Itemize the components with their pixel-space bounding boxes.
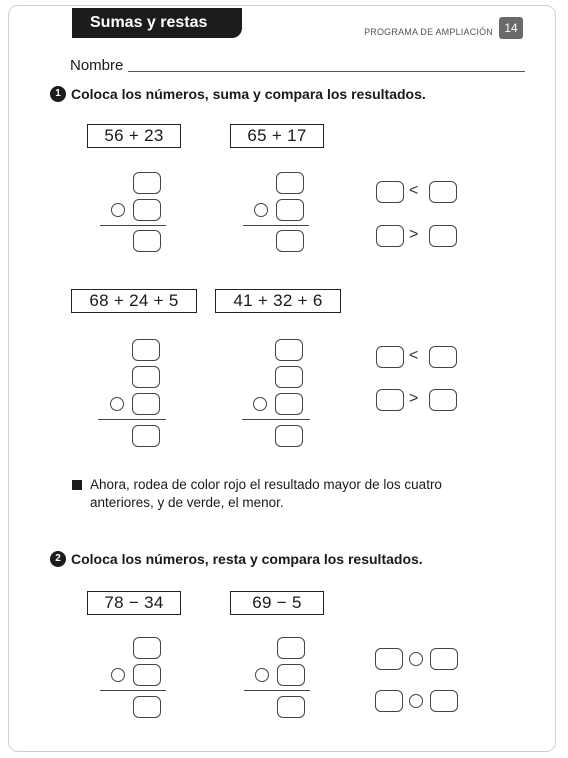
digit-box[interactable] bbox=[133, 172, 161, 194]
digit-box[interactable] bbox=[133, 664, 161, 686]
greater-than-symbol: > bbox=[409, 226, 419, 243]
less-than-symbol: < bbox=[409, 182, 419, 199]
bullet-square-icon bbox=[72, 480, 82, 490]
sign-circle[interactable] bbox=[111, 668, 125, 682]
digit-box[interactable] bbox=[275, 366, 303, 388]
digit-box[interactable] bbox=[275, 339, 303, 361]
digit-box[interactable] bbox=[133, 199, 161, 221]
sum-line bbox=[100, 225, 166, 226]
digit-box[interactable] bbox=[277, 637, 305, 659]
page-number: 14 bbox=[499, 17, 523, 39]
compare-box[interactable] bbox=[429, 225, 457, 247]
result-box[interactable] bbox=[132, 425, 160, 447]
compare-box[interactable] bbox=[376, 389, 404, 411]
sum-line bbox=[243, 225, 309, 226]
result-box[interactable] bbox=[277, 696, 305, 718]
sum-line bbox=[98, 419, 166, 420]
digit-box[interactable] bbox=[132, 393, 160, 415]
exercise-1-instruction: Coloca los números, suma y compara los resultados. bbox=[71, 86, 426, 102]
sign-circle[interactable] bbox=[111, 203, 125, 217]
compare-sign-circle[interactable] bbox=[409, 652, 423, 666]
operation-box: 68 + 24 + 5 bbox=[71, 289, 197, 313]
digit-box[interactable] bbox=[275, 393, 303, 415]
sum-line bbox=[242, 419, 310, 420]
compare-box[interactable] bbox=[429, 346, 457, 368]
compare-box[interactable] bbox=[375, 690, 403, 712]
greater-than-symbol: > bbox=[409, 390, 419, 407]
digit-box[interactable] bbox=[276, 199, 304, 221]
compare-box[interactable] bbox=[429, 389, 457, 411]
operation-box: 78 − 34 bbox=[87, 591, 181, 615]
exercise-2-instruction: Coloca los números, resta y compara los resultados. bbox=[71, 551, 423, 567]
page-title: Sumas y restas bbox=[72, 8, 242, 38]
digit-box[interactable] bbox=[132, 366, 160, 388]
compare-box[interactable] bbox=[430, 648, 458, 670]
operation-box: 56 + 23 bbox=[87, 124, 181, 148]
name-label: Nombre bbox=[70, 57, 124, 74]
operation-box: 41 + 32 + 6 bbox=[215, 289, 341, 313]
operation-box: 65 + 17 bbox=[230, 124, 324, 148]
subtraction-line bbox=[100, 690, 166, 691]
exercise-2-number: 2 bbox=[50, 551, 66, 567]
digit-box[interactable] bbox=[132, 339, 160, 361]
compare-box[interactable] bbox=[376, 225, 404, 247]
compare-box[interactable] bbox=[430, 690, 458, 712]
compare-box[interactable] bbox=[376, 181, 404, 203]
exercise-1-number: 1 bbox=[50, 86, 66, 102]
sign-circle[interactable] bbox=[253, 397, 267, 411]
sign-circle[interactable] bbox=[110, 397, 124, 411]
subtraction-line bbox=[244, 690, 310, 691]
result-box[interactable] bbox=[133, 230, 161, 252]
program-label: PROGRAMA DE AMPLIACIÓN bbox=[364, 27, 493, 37]
digit-box[interactable] bbox=[276, 172, 304, 194]
compare-box[interactable] bbox=[376, 346, 404, 368]
compare-sign-circle[interactable] bbox=[409, 694, 423, 708]
sign-circle[interactable] bbox=[254, 203, 268, 217]
name-field[interactable] bbox=[128, 71, 525, 72]
digit-box[interactable] bbox=[277, 664, 305, 686]
compare-box[interactable] bbox=[375, 648, 403, 670]
result-box[interactable] bbox=[276, 230, 304, 252]
compare-box[interactable] bbox=[429, 181, 457, 203]
digit-box[interactable] bbox=[133, 637, 161, 659]
sign-circle[interactable] bbox=[255, 668, 269, 682]
operation-box: 69 − 5 bbox=[230, 591, 324, 615]
result-box[interactable] bbox=[275, 425, 303, 447]
instruction-note: Ahora, rodea de color rojo el resultado mayor de los cuatro anteriores, y de verde, el menor. bbox=[90, 477, 442, 510]
result-box[interactable] bbox=[133, 696, 161, 718]
less-than-symbol: < bbox=[409, 347, 419, 364]
